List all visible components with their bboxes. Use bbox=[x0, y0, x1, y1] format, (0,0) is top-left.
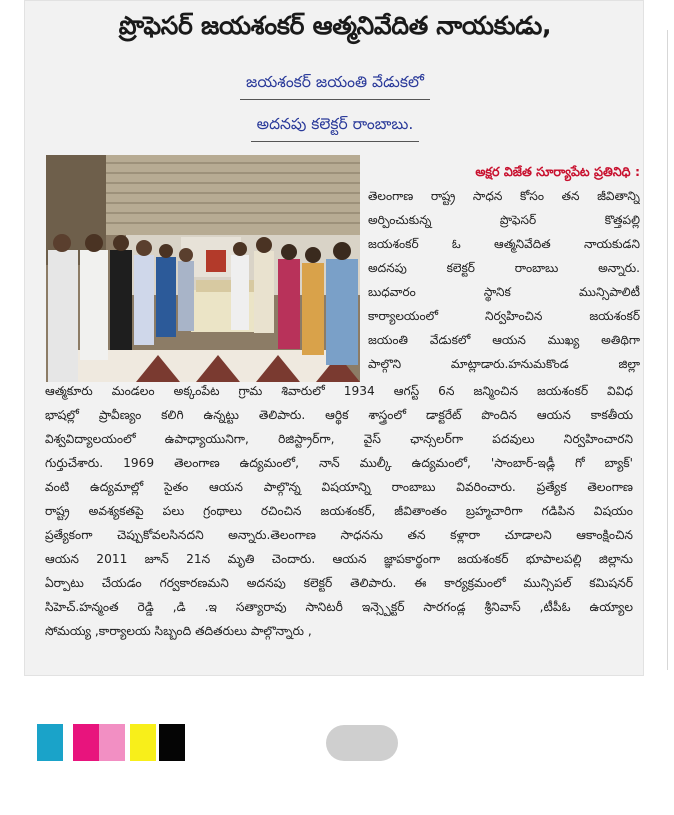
body-line: వంటి ఉద్యమాల్లో సైతం ఆయన పాల్గొన్న విషయాన్ని రాంబాబు వివరించారు. ప్రత్యేక తెలంగాణ bbox=[45, 480, 633, 494]
body-line: సిహెచ్.హన్మంత రెడ్డి ,డి .ఇ సత్యారావు సానిటరీ ఇన్స్పెక్టర్ సారగండ్ల శ్రీనివాస్ ,టీపీఓ ఉయ్యాల bbox=[45, 600, 633, 614]
headline: ప్రొఫెసర్ జయశంకర్ ఆత్మనివేదిత నాయకుడు, bbox=[118, 11, 552, 40]
byline: అక్షర విజేత సూర్యాపేట ప్రతినిధి : bbox=[475, 164, 640, 179]
magenta-swatch bbox=[73, 724, 99, 761]
column-line: తెలంగాణ రాష్ట్ర సాధన కోసం తన జీవితాన్ని bbox=[368, 189, 640, 203]
page-edge-divider bbox=[667, 30, 668, 670]
body-line: రాష్ట్ర అవశ్యకతపై పలు గ్రంథాలు రచించిన జయశంకర్, జీవితాంతం బ్రహ్మచారిగా గడిపిన విషయం bbox=[45, 504, 633, 518]
body-line: సోమయ్య ,కార్యాలయ సిబ్బంది తదితరులు పాల్గొన్నారు , bbox=[45, 624, 312, 638]
column-line: పాల్గొని మాట్లాడారు.హనుమకొండ జిల్లా bbox=[368, 357, 640, 371]
body-line: ఆత్మకూరు మండలం అక్కంపేట గ్రామ శివారులో 1934 ఆగస్ట్ 6న జన్మించిన జయశంకర్ వివిధ bbox=[45, 384, 633, 398]
yellow-swatch bbox=[130, 724, 156, 761]
column-line: జయశంకర్ ఓ ఆత్మనివేదిత నాయకుడని bbox=[368, 237, 640, 251]
column-line: బుధవారం స్థానిక మున్సిపాలిటీ bbox=[368, 285, 640, 299]
body-line: ఆయన 2011 జూన్ 21న మృతి చెందారు. ఆయన జ్ఞాపకార్థంగా జయశంకర్ భూపాలపల్లి జిల్లాను bbox=[45, 552, 633, 566]
column-line: అదనపు కలెక్టర్ రాంబాబు అన్నారు. bbox=[368, 261, 640, 275]
event-photo bbox=[46, 155, 360, 382]
black-swatch bbox=[159, 724, 185, 761]
column-line: కార్యాలయంలో నిర్వహించిన జయశంకర్ bbox=[368, 309, 640, 323]
body-line: భాషల్లో ప్రావీణ్యం కలిగి ఉన్నట్టు తెలిపారు. ఆర్థిక శాస్త్రంలో డాక్టరేట్ పొందిన ఆయన కాకతీయ bbox=[45, 408, 633, 422]
column-line: జయంతి వేడుకలో ఆయన ముఖ్య అతిథిగా bbox=[368, 333, 640, 347]
grey-pill-mark bbox=[326, 725, 398, 761]
subheadline-1: జయశంకర్ జయంతి వేడుకలో bbox=[25, 73, 645, 100]
subheadline-2: అదనపు కలెక్టర్ రాంబాబు. bbox=[25, 115, 645, 142]
pink-swatch bbox=[99, 724, 125, 761]
news-clipping bbox=[24, 0, 644, 676]
body-line: విశ్వవిద్యాలయంలో ఉపాధ్యాయునిగా, రిజిస్ట్రార్‌గా, వైస్ ఛాన్సలర్‌గా పదవులు నిర్వహించారని bbox=[45, 432, 633, 446]
cyan-swatch bbox=[37, 724, 63, 761]
column-line: అర్పించుకున్న ప్రొఫెసర్ కొత్తపల్లి bbox=[368, 213, 640, 227]
body-line: ఏర్పాటు చేయడం గర్వకారణమని అదనపు కలెక్టర్ తెలిపారు. ఈ కార్యక్రమంలో మున్సిపల్ కమిషనర్ bbox=[45, 576, 633, 590]
body-line: ప్రత్యేకంగా చెప్పుకోవలసినదని అన్నారు.తెలంగాణ సాధనను తన కళ్లారా చూడాలని ఆకాంక్షించిన bbox=[45, 528, 633, 542]
body-line: గుర్తుచేశారు. 1969 తెలంగాణ ఉద్యమంలో, నాన్ ముల్కీ ఉద్యమంలో, 'సాంబార్-ఇడ్లీ గో బ్యాక్' bbox=[45, 456, 633, 470]
